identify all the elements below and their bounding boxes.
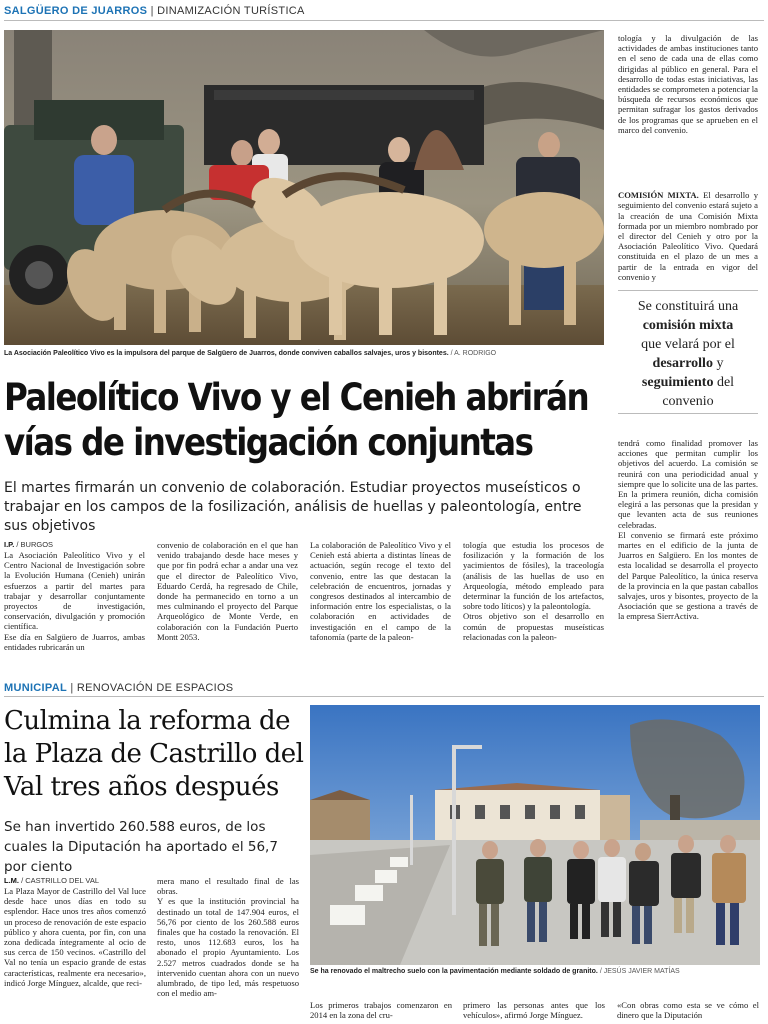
photo-caption-text: Se ha renovado el maltrecho suelo con la pavimentación mediante soldado de granito.	[310, 968, 598, 975]
article-body-col-2: mera mano el resultado final de las obras. Y es que la institución provincial ha destinado un total de 147.904 euros, el 56,76 por ciento de los 260.588 euros finales que ha costado la renovación. El resto, unos 112.683 euros, los ha abonado el propio Ayuntamiento. Los 2.527 metros cuadrados donde se ha intervenido cuentan ahora con un nuevo alumbrado, de tipo led, más respetuoso con el medio am-	[157, 876, 299, 999]
headline-line-1: Culmina la reforma de	[4, 706, 290, 736]
photo-credit: / JESÚS JAVIER MATÍAS	[599, 968, 680, 975]
right-column-top: tología y la divulgación de las actividades de ambas instituciones tanto en el seno de cada una de ellas como dirigidas al público en general. Para el desarrollo de todas estas iniciativas, las entidades se comprometen a potenciar la búsqueda de recursos económicos que permitan sufragar los gastos derivados de los programas que se aprueben en el marco del convenio.	[618, 33, 758, 135]
horses-photo-illustration	[4, 30, 604, 345]
byline	[4, 876, 99, 885]
section-keyword: SALGÜERO DE JUARROS	[4, 5, 148, 17]
pull-quote-line-4: desarrollo	[652, 356, 713, 371]
section-header-bottom	[4, 682, 233, 694]
headline-line-1: Paleolítico Vivo y el Cenieh abrirán	[4, 376, 589, 419]
article-body-col-5: «Con obras como esta se ve cómo el dinero que la Diputación	[617, 1000, 759, 1021]
section-subject: DINAMIZACIÓN TURÍSTICA	[157, 5, 305, 17]
article-body-col-3: Los primeros trabajos comenzaron en 2014 en la zona del cru-	[310, 1000, 452, 1021]
pull-quote-line-1: Se constituirá una	[637, 299, 739, 314]
photo-credit: / A. RODRIGO	[450, 350, 497, 357]
photo-caption-text: La Asociación Paleolítico Vivo es la impulsora del parque de Salgüero de Juarros, donde conviven caballos salvajes, uros y bisontes.	[4, 350, 449, 357]
horses-photo	[4, 30, 604, 345]
pull-quote-line-5: y	[712, 356, 724, 371]
section-rule-bottom	[4, 696, 764, 697]
pull-quote-line-2: comisión mixta	[642, 318, 734, 333]
article-body-col-1: La Asociación Paleolítico Vivo y el Centro Nacional de Investigación sobre la Evolución Humana (Cenieh) unirán esfuerzos a partir del martes para trabajar y desarrollar conjuntamente proyectos de investigación, conservación, divulgación y promoción científica. Ese día en Salgüero de Juarros, ambas entidades rubricarán un	[4, 550, 145, 652]
pull-quote-rule-top	[618, 290, 758, 291]
photo-caption	[310, 968, 680, 975]
pull-quote-line-7: del	[713, 375, 735, 390]
plaza-photo	[310, 705, 760, 965]
section-subject: RENOVACIÓN DE ESPACIOS	[76, 682, 234, 694]
article-body-col-1: La Plaza Mayor de Castrillo del Val luce desde hace unos días en todo su esplendor. Hace unos tres años comenzó un proceso de renovación de este espacio público y ahora cuenta, por fin, con una zona dedicada íntegramente al ocio de sus cerca de 150 vecinos. «Castrillo del Val no tenía un espacio grande de estas características, realmente era necesario», indicó Jorge Mínguez, alcalde, que reci-	[4, 886, 146, 988]
article-body-col-4: primero las personas antes que los vehículos», afirmó Jorge Mínguez.	[463, 1000, 605, 1021]
headline-line-3: Val tres años después	[4, 772, 279, 802]
article-headline	[4, 705, 304, 804]
headline-line-2: vías de investigación conjuntas	[4, 421, 533, 464]
byline-place: / BURGOS	[16, 540, 54, 549]
article-headline	[4, 375, 602, 465]
byline-place: / CASTRILLO DEL VAL	[21, 876, 100, 885]
plaza-photo-illustration	[310, 705, 760, 965]
pull-quote-rule-bottom	[618, 413, 758, 414]
pull-quote-line-6: seguimiento	[641, 375, 714, 390]
article-body-col-3: La colaboración de Paleolítico Vivo y el Cenieh está abierta a distintas líneas de actuación, según recoge el texto del convenio, entre las que destacan la celebración de encuentros, jornadas y congresos destinados al intercambio de información entre los especialistas, o la colaboración en actividades de investigación en el campo de la tafonomía (parte de la paleon-	[310, 540, 451, 642]
right-column-mid-text: El desarrollo y seguimiento del convenio estará sujeto a la creación de una Comisión Mixta formada por un miembro nombrado por el director del Cenieh y otro por la Asociación Paleolítico Vivo. Quedará constituida en el plazo de un mes a partir de la entrada en vigor del convenio y	[618, 190, 758, 282]
article-subheadline: El martes firmarán un convenio de colaboración. Estudiar proyectos museísticos o trabajar en los campos de la fosilización, análisis de huellas y paleontología, entre sus objetivos	[4, 480, 582, 534]
article-body-col-4: tología que estudia los procesos de fosilización y la formación de los yacimientos de fósiles), la traceología (análisis de las huellas de uso en Arqueología, método empleado para determinar la función de los artefactos, sobre todo líticos) y la paleontología. Otros objetivo son el desarrollo en común de propuestas museísticas relacionadas con la paleon-	[463, 540, 604, 642]
right-column-mid	[618, 180, 758, 282]
pull-quote	[618, 297, 758, 411]
subsection-kicker: COMISIÓN MIXTA.	[618, 190, 699, 201]
pull-quote-line-8: convenio	[662, 394, 714, 409]
section-rule-top	[4, 20, 764, 21]
byline-author: L.M.	[4, 876, 19, 885]
byline	[4, 540, 53, 549]
section-keyword: MUNICIPAL	[4, 682, 67, 694]
article-body-col-2: convenio de colaboración en el que han venido trabajando desde hace meses y que por fin podrá echar a andar una vez que el director de Paleolítico Vivo, Eduardo Cerdá, ha regresado de Chile, donde ha permanecido en torno a un mes culminando el proyecto del Parque Arqueológico de Monte Verde, en colaboración con la Fundación Puerto Montt 2053.	[157, 540, 298, 642]
right-column-bottom: tendrá como finalidad promover las acciones que permitan cumplir los objetivos del acuerdo. La comisión se reunirá con una periodicidad anual y siempre que lo solicite una de las partes. En la primera reunión, dicha comisión elegirá a las personas que la presidan y que levanten acta de sus reuniones celebradas. El convenio se firmará este próximo martes en el edificio de la junta de Juarros en Salgüero. En los montes de esta localidad se desarrolla el proyecto del Parque Paleolítico, la única reserva de la provincia en la que pastan caballos salvajes, uros y bisontes, proyecto de la Asociación que se gestiona a través de la empresa SierrActiva.	[618, 438, 758, 622]
pull-quote-line-3: que velará por el	[641, 337, 735, 352]
section-separator: |	[150, 5, 154, 17]
article-subheadline: Se han invertido 260.588 euros, de los cuales la Diputación ha aportado el 56,7 por ciento	[4, 819, 278, 875]
photo-caption	[4, 350, 496, 357]
headline-line-2: la Plaza de Castrillo del	[4, 739, 304, 769]
section-header-top	[4, 5, 305, 17]
section-separator: |	[70, 682, 74, 694]
byline-author: I.P.	[4, 540, 15, 549]
